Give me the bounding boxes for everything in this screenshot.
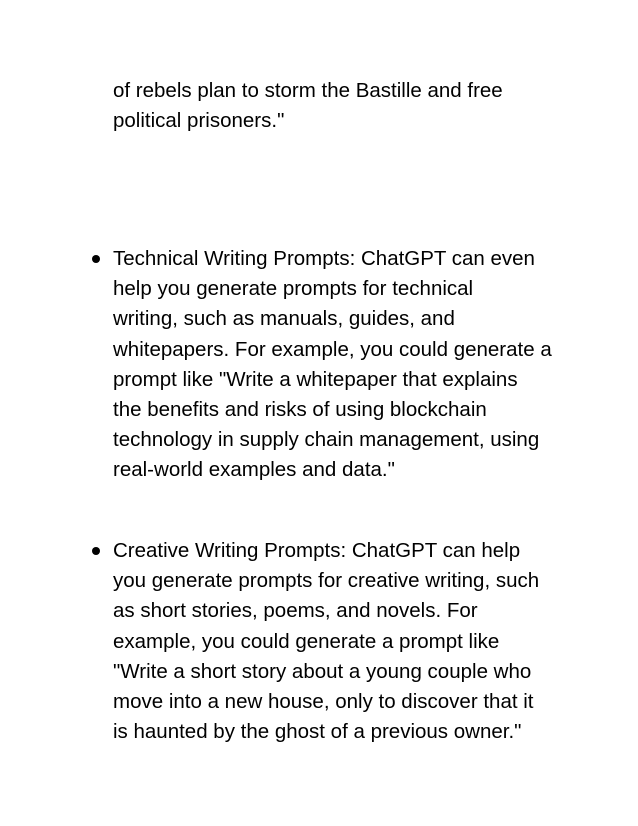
text-line: of rebels plan to storm the Bastille and free xyxy=(113,79,503,102)
text-line: writing, such as manuals, guides, and xyxy=(113,307,455,331)
bullet-dot-icon xyxy=(92,547,100,555)
bullet-dot-icon xyxy=(92,255,100,263)
text-line: the benefits and risks of using blockchain xyxy=(113,398,487,422)
text-line: Creative Writing Prompts: ChatGPT can help xyxy=(113,539,521,562)
text-line: prompt like "Write a whitepaper that explains xyxy=(113,367,518,391)
text-line: example, you could generate a prompt like xyxy=(113,629,500,653)
text-line: "Write a short story about a young couple who xyxy=(113,659,532,683)
text-line: help you generate prompts for technical xyxy=(113,277,474,301)
bullet-item-technical-writing xyxy=(113,244,573,486)
text-line: you generate prompts for creative writing, such xyxy=(113,569,540,593)
text-line: is haunted by the ghost of a previous owner." xyxy=(113,720,522,744)
text-line: political prisoners." xyxy=(113,109,285,133)
text-line: technology in supply chain management, using xyxy=(113,428,540,452)
text-line: whitepapers. For example, you could generate a xyxy=(113,337,552,361)
bullet-item-creative-writing xyxy=(113,536,573,747)
text-line: move into a new house, only to discover that it xyxy=(113,690,534,714)
text-line: Technical Writing Prompts: ChatGPT can even xyxy=(113,247,535,270)
continuation-paragraph xyxy=(113,76,573,136)
text-line: real-world examples and data." xyxy=(113,458,395,482)
text-line: as short stories, poems, and novels. For xyxy=(113,599,478,623)
